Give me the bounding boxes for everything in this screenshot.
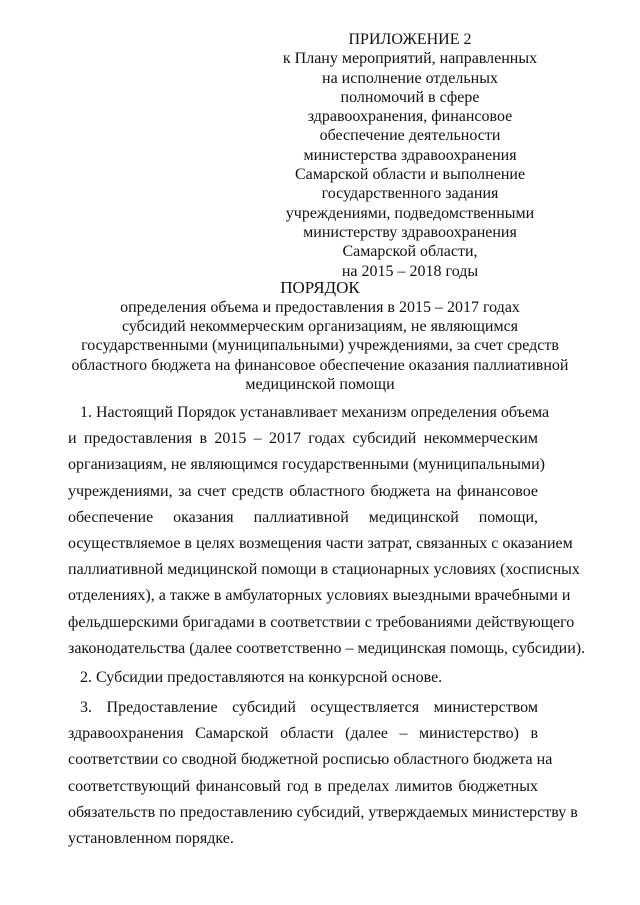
paragraph-line: 2. Субсидии предоставляются на конкурсной основе. (80, 669, 443, 687)
paragraph-line: установленном порядке. (68, 830, 234, 848)
appendix-line: на 2015 – 2018 годы (341, 262, 479, 280)
paragraph-line: паллиативной медицинской помощи в стационарных условиях (хосписных (68, 561, 580, 579)
appendix-line: Самарской области и выполнение (294, 166, 526, 184)
appendix-header (260, 30, 560, 281)
subtitle-line: субсидий некоммерческим организациям, не являющимся (121, 318, 519, 336)
paragraph-line: и предоставления в 2015 – 2017 годах субсидий некоммерческим (68, 430, 538, 448)
paragraph-line: осуществляемое в целях возмещения части затрат, связанных с оказанием (68, 535, 573, 553)
document-body (68, 400, 586, 856)
appendix-line: министерству здравоохранения (303, 223, 517, 241)
paragraph-line: законодательства (далее соответственно – медицинская помощь, субсидии). (68, 639, 586, 657)
appendix-line: полномочий в сфере (340, 88, 480, 106)
paragraph-line: фельдшерскими бригадами в соответствии с требованиями действующего (68, 613, 575, 631)
subtitle-line: государственными (муниципальными) учреждениями, за счет средств (81, 337, 559, 355)
paragraph-3 (68, 695, 578, 852)
paragraph-line: организациям, не являющимся государственными (муниципальными) (68, 456, 545, 474)
appendix-line: здравоохранения, финансовое (307, 108, 513, 126)
paragraph-1 (68, 400, 586, 662)
paragraph-line: соответствии со сводной бюджетной росписью областного бюджета на (68, 751, 553, 769)
paragraph-line: обязательств по предоставлению субсидий, утверждаемых министерству в (68, 803, 578, 821)
paragraph-line: учреждениями, за счет средств областного бюджета на финансовое (68, 482, 538, 500)
appendix-line: государственного задания (321, 185, 499, 203)
paragraph-line: 3. Предоставление субсидий осуществляется министерством (80, 699, 538, 717)
document-heading: ПОРЯДОК (280, 278, 360, 297)
appendix-title: ПРИЛОЖЕНИЕ 2 (348, 31, 472, 48)
appendix-line: обеспечение деятельности (319, 127, 501, 145)
paragraph-line: отделениях), а также в амбулаторных условиях выездными врачебными и (68, 587, 571, 605)
appendix-line: к Плану мероприятий, направленных (282, 50, 538, 68)
appendix-line: Самарской области, (342, 243, 478, 261)
paragraph-line: обеспечение оказания паллиативной медицинской помощи, (68, 508, 538, 526)
paragraph-line: здравоохранения Самарской области (далее – министерство) в (68, 725, 538, 743)
paragraph-2 (68, 665, 538, 691)
appendix-line: министерства здравоохранения (303, 146, 517, 164)
document-title-block (60, 278, 580, 394)
paragraph-line: 1. Настоящий Порядок устанавливает механизм определения объема (80, 404, 550, 421)
document-subtitle (60, 298, 580, 394)
subtitle-line: медицинской помощи (245, 375, 395, 393)
subtitle-line: определения объема и предоставления в 2015 – 2017 годах (120, 299, 520, 316)
subtitle-line: областного бюджета на финансовое обеспечение оказания паллиативной (71, 356, 569, 374)
appendix-line: учреждениями, подведомственными (285, 204, 535, 222)
appendix-line: на исполнение отдельных (322, 69, 498, 87)
paragraph-line: соответствующий финансовый год в пределах лимитов бюджетных (68, 777, 538, 795)
